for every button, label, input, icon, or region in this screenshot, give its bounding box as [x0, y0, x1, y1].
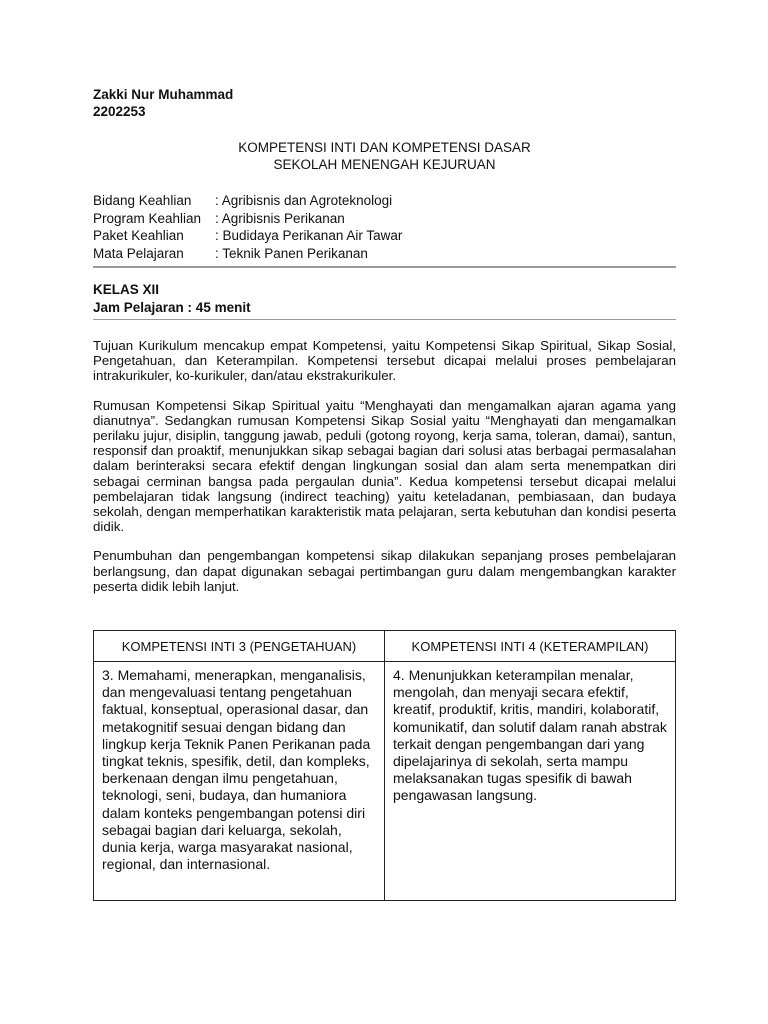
section-divider [93, 266, 676, 268]
meta-row-program [93, 210, 676, 228]
table-row [94, 662, 676, 901]
author-id: 2202253 [93, 104, 146, 119]
kelas-heading [93, 281, 676, 316]
meta-label: Paket Keahlian [93, 228, 184, 243]
author-name: Zakki Nur Muhammad [93, 87, 234, 102]
meta-row-mapel [93, 245, 676, 263]
course-meta [93, 192, 676, 262]
kelas-label: KELAS XII [93, 282, 160, 297]
paragraph-penumbuhan: Penumbuhan dan pengembangan kompetensi sikap dilakukan sepanjang proses pembelajaran berlangsung, dan dapat digunakan sebagai pertimbangan guru dalam mengembangkan karakter peserta didik lebih lanjut. [93, 548, 676, 594]
meta-label: Bidang Keahlian [93, 193, 192, 208]
meta-value: : Teknik Panen Perikanan [215, 245, 368, 261]
title-line-1: KOMPETENSI INTI DAN KOMPETENSI DASAR [238, 140, 531, 155]
meta-row-bidang [93, 192, 676, 210]
document-title [93, 139, 676, 173]
meta-value: : Agribisnis Perikanan [215, 210, 345, 226]
meta-row-paket [93, 227, 676, 245]
meta-label: Mata Pelajaran [93, 245, 184, 261]
paragraph-tujuan: Tujuan Kurikulum mencakup empat Kompetensi, yaitu Kompetensi Sikap Spiritual, Sikap Sosial, Pengetahuan, dan Keterampilan. Kompetensi tersebut dicapai melalui proses pembelajaran intrakurikuler, ko-kurikuler, dan/atau ekstrakurikuler. [93, 338, 676, 384]
header-ki3: KOMPETENSI INTI 3 (PENGETAHUAN) [94, 631, 385, 662]
meta-value: : Agribisnis dan Agroteknologi [215, 193, 393, 208]
document-page [93, 86, 676, 873]
jam-pelajaran: Jam Pelajaran : 45 menit [93, 299, 251, 315]
header-ki4: KOMPETENSI INTI 4 (KETERAMPILAN) [385, 631, 676, 662]
meta-value: : Budidaya Perikanan Air Tawar [215, 228, 403, 243]
meta-label: Program Keahlian [93, 210, 202, 226]
kelas-divider [93, 319, 676, 320]
kompetensi-table [93, 630, 676, 901]
title-line-2: SEKOLAH MENENGAH KEJURUAN [273, 157, 496, 172]
cell-ki3: 3. Memahami, menerapkan, menganalisis, dan mengevaluasi tentang pengetahuan faktual, konseptual, operasional dasar, dan metakognitif sesuai dengan bidang dan lingkup kerja Teknik Panen Perikanan pada tingkat teknis, spesifik, detil, dan kompleks, berkenaan dengan ilmu pengetahuan, teknologi, seni, budaya, dan humaniora dalam konteks pengembangan potensi diri sebagai bagian dari keluarga, sekolah, dunia kerja, warga masyarakat nasional, regional, dan internasional. [94, 662, 385, 901]
cell-ki4: 4. Menunjukkan keterampilan menalar, mengolah, dan menyaji secara efektif, kreatif, produktif, kritis, mandiri, kolaboratif, komunikatif, dan solutif dalam ranah abstrak terkait dengan pengembangan dari yang dipelajarinya di sekolah, serta mampu melaksanakan tugas spesifik di bawah pengawasan langsung. [385, 662, 676, 901]
paragraph-rumusan: Rumusan Kompetensi Sikap Spiritual yaitu “Menghayati dan mengamalkan ajaran agama yang dianutnya”. Sedangkan rumusan Kompetensi Sikap Sosial yaitu “Menghayati dan mengamalkan perilaku jujur, disiplin, tanggung jawab, peduli (gotong royong, kerja sama, toleran, damai), santun, responsif dan proaktif, menunjukkan sikap sebagai bagian dari solusi atas berbagai permasalahan dalam berinteraksi secara efektif dengan lingkungan sosial dan alam serta menempatkan diri sebagai cerminan bangsa pada pergaulan dunia”. Kedua kompetensi tersebut dicapai melalui pembelajaran tidak langsung (indirect teaching) yaitu keteladanan, pembiasaan, dan budaya sekolah, dengan memperhatikan karakteristik mata pelajaran, serta kebutuhan dan kondisi peserta didik. [93, 397, 676, 535]
table-header-row [94, 631, 676, 662]
